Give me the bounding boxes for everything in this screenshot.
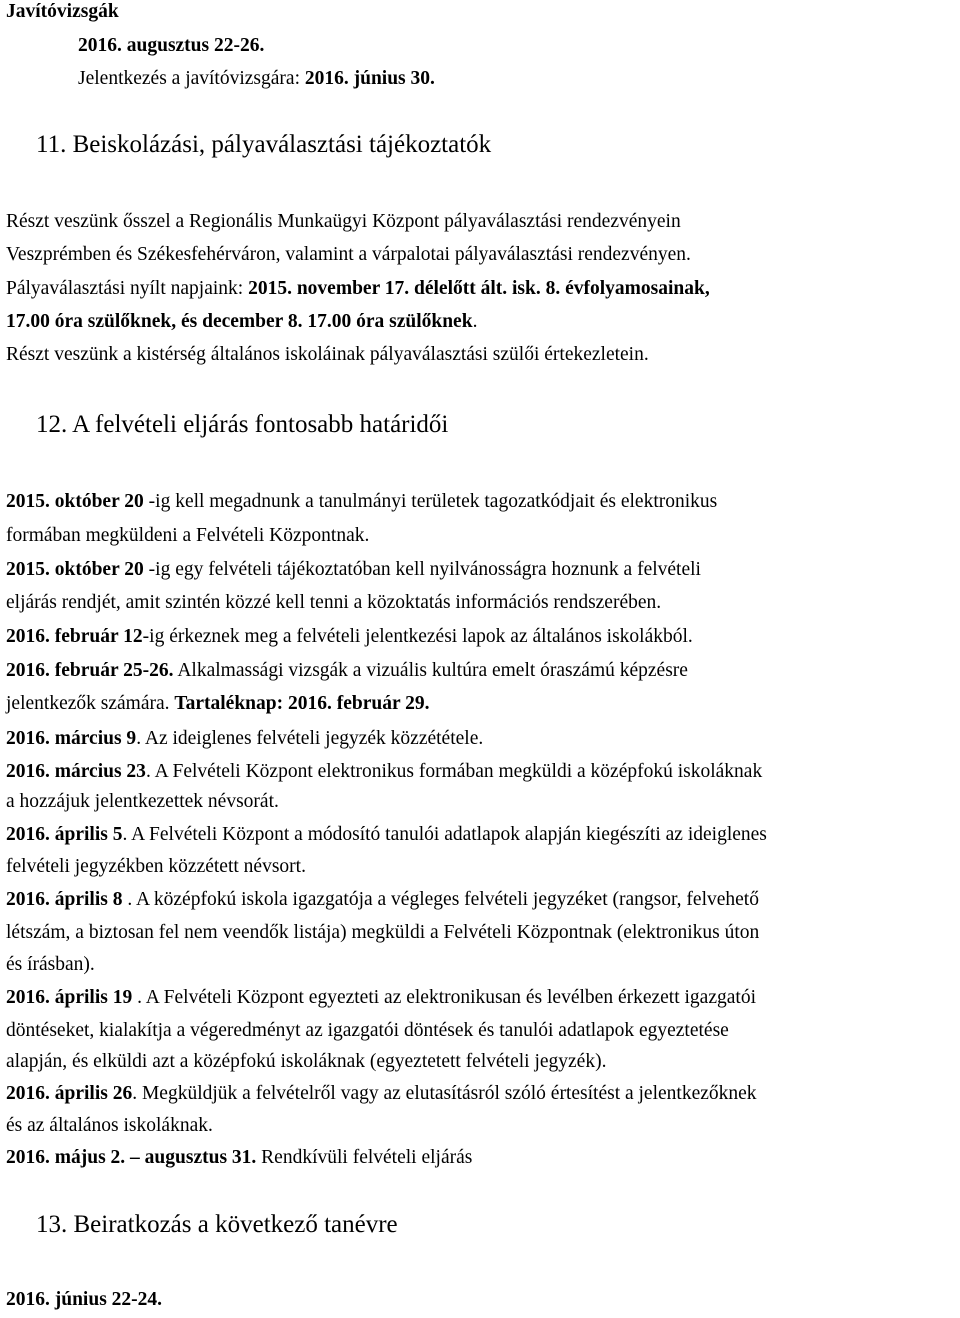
nyilt-napok-dates: 2015. november 17. délelőtt ált. isk. 8. évfolyamosainak, [248, 278, 710, 299]
deadline-9-text: . A Felvételi Központ egyezteti az elektronikusan és levélben érkezett igazgatói [132, 987, 756, 1008]
tartaleknap: Tartaléknap: 2016. február 29. [174, 693, 430, 714]
deadline-6-date: 2016. március 23 [6, 761, 146, 782]
deadline-5-text: . Az ideiglenes felvételi jegyzék közzététele. [136, 728, 484, 749]
deadline-4-cont [6, 692, 430, 716]
jelentkezes-date: 2016. június 30. [304, 68, 435, 89]
s11-line-2: Veszprémben és Székesfehérváron, valamint a várpalotai pályaválasztási rendezvényen. [6, 244, 691, 265]
deadline-10 [6, 1082, 757, 1106]
deadline-2-cont: eljárás rendjét, amit szintén közzé kell tenni a közoktatás információs rendszerében. [6, 592, 662, 613]
deadline-5-date: 2016. március 9 [6, 728, 137, 749]
deadline-7-cont: felvételi jegyzékben közzétett névsort. [6, 856, 306, 877]
deadline-4 [6, 659, 688, 683]
deadline-4-date: 2016. február 25-26. [6, 660, 174, 681]
deadline-10-date: 2016. április 26 [6, 1083, 133, 1104]
jelentkezes-label: Jelentkezés a javítóvizsgára: [78, 68, 305, 89]
s11-line-1: Részt veszünk ősszel a Regionális Munkaügyi Központ pályaválasztási rendezvényein [6, 211, 681, 232]
javitovizsga-dates [78, 34, 264, 58]
deadline-2-text: -ig egy felvételi tájékoztatóban kell nyilvánosságra hoznunk a felvételi [143, 559, 701, 580]
jelentkezes-line [78, 67, 435, 91]
s11-line-3 [6, 277, 710, 301]
deadline-9-date: 2016. április 19 [6, 987, 133, 1008]
deadline-7 [6, 823, 767, 847]
deadline-1-date: 2015. október 20 [6, 491, 144, 512]
deadline-2-date: 2015. október 20 [6, 559, 144, 580]
deadline-8-cont-1: létszám, a biztosan fel nem veendők listája) megküldi a Felvételi Központnak (elektronikus úton [6, 922, 760, 943]
deadline-11-text: Rendkívüli felvételi eljárás [256, 1147, 473, 1168]
deadline-9-cont-1: döntéseket, kialakítja a végeredményt az igazgatói döntések és tanulói adatlapok egyeztetése [6, 1020, 729, 1041]
deadline-3 [6, 625, 693, 649]
javitovizsga-dates-value: 2016. augusztus 22-26. [78, 35, 265, 56]
deadline-1 [6, 490, 717, 514]
heading-13: 13. Beiratkozás a következő tanévre [36, 1211, 398, 1238]
s11-line-5: Részt veszünk a kistérség általános iskoláinak pályaválasztási szülői értekezletein. [6, 344, 649, 365]
heading-11: 11. Beiskolázási, pályaválasztási tájékoztatók [36, 131, 492, 158]
deadline-8-text: . A középfokú iskola igazgatója a végleges felvételi jegyzéket (rangsor, felvehető [122, 889, 759, 910]
deadline-4-text: Alkalmassági vizsgák a vizuális kultúra emelt óraszámú képzésre [173, 660, 688, 681]
deadline-6 [6, 760, 762, 784]
deadline-10-cont: és az általános iskoláknak. [6, 1115, 213, 1136]
deadline-3-date: 2016. február 12 [6, 626, 143, 647]
beiratkozas-date: 2016. június 22-24. [6, 1289, 163, 1310]
deadline-9 [6, 986, 756, 1010]
heading-12: 12. A felvételi eljárás fontosabb határidői [36, 411, 449, 438]
s11-line-4-end: . [472, 311, 478, 332]
nyilt-napok-dates-cont: 17.00 óra szülőknek, és december 8. 17.00 óra szülőknek [6, 311, 473, 332]
deadline-3-text: -ig érkeznek meg a felvételi jelentkezési lapok az általános iskolákból. [142, 626, 693, 647]
deadline-10-text: . Megküldjük a felvételről vagy az elutasításról szóló értesítést a jelentkezőknek [132, 1083, 757, 1104]
deadline-1-text: -ig kell megadnunk a tanulmányi területek tagozatkódjait és elektronikus [143, 491, 718, 512]
deadline-11-date: 2016. május 2. – augusztus 31. [6, 1147, 257, 1168]
deadline-7-text: . A Felvételi Központ a módosító tanulói adatlapok alapján kiegészíti az ideiglenes [122, 824, 767, 845]
section-title-javitovizsgak: Javítóvizsgák [6, 1, 119, 22]
deadline-2 [6, 558, 701, 582]
deadline-8 [6, 888, 759, 912]
deadline-9-cont-2: alapján, és elküldi azt a középfokú iskoláknak (egyeztetett felvételi jegyzék). [6, 1051, 607, 1072]
deadline-5 [6, 727, 483, 751]
deadline-4-cont-text: jelentkezők számára. [6, 693, 175, 714]
deadline-1-cont: formában megküldeni a Felvételi Központnak. [6, 525, 370, 546]
deadline-8-cont-2: és írásban). [6, 954, 95, 975]
deadline-6-text: . A Felvételi Központ elektronikus formában megküldi a középfokú iskoláknak [145, 761, 763, 782]
deadline-7-date: 2016. április 5 [6, 824, 123, 845]
deadline-11 [6, 1146, 472, 1170]
nyilt-napok-label: Pályaválasztási nyílt napjaink: [6, 278, 249, 299]
deadline-6-cont: a hozzájuk jelentkezettek névsorát. [6, 791, 279, 812]
deadline-8-date: 2016. április 8 [6, 889, 123, 910]
s11-line-4 [6, 310, 477, 334]
